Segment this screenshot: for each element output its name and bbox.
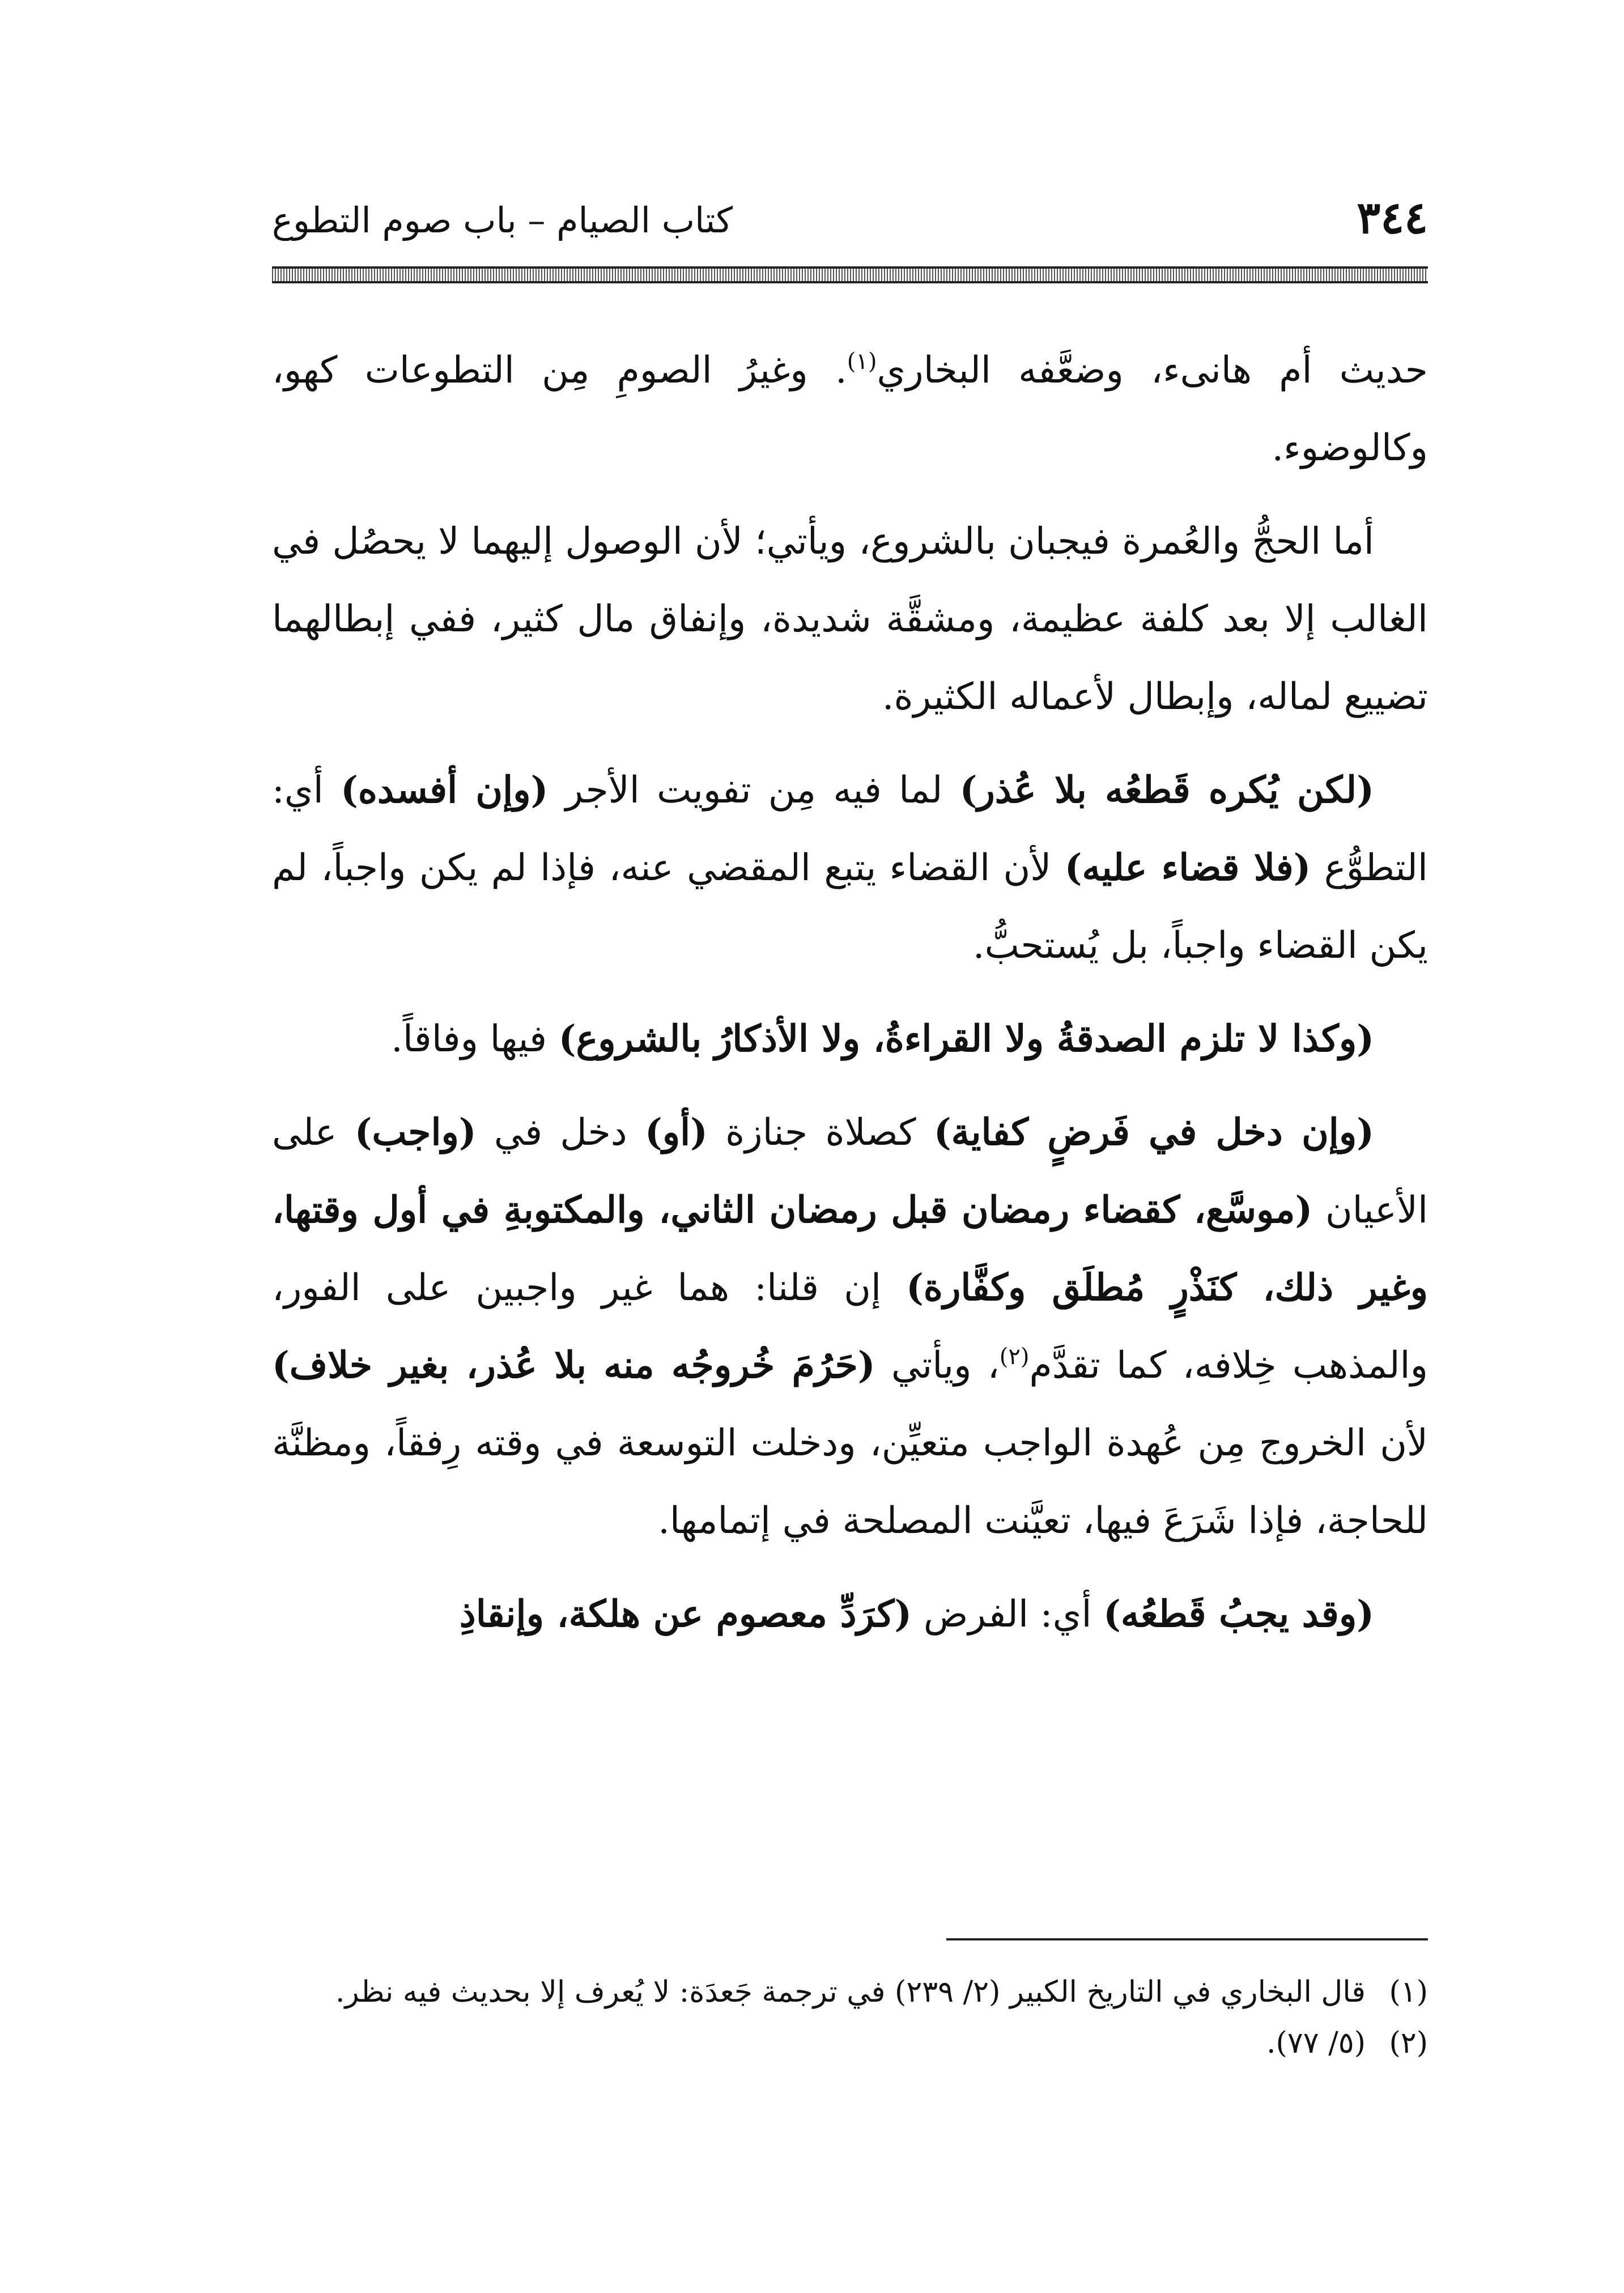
text-run: . وغيرُ الصومِ مِن التطوعات كهو، وكالوضوء. — [272, 349, 1428, 469]
matn-text: (وقد يجبُ قَطعُه) — [1103, 1593, 1374, 1636]
paragraph — [272, 1576, 1428, 1653]
matn-text: (أو) — [644, 1111, 708, 1154]
paragraph — [272, 751, 1428, 984]
text-run: لأن القضاء يتبع المقضي عنه، فإذا لم يكن واجباً، لم يكن القضاء واجباً، بل يُستحبُّ. — [272, 847, 1428, 967]
matn-text: (كرَدِّ معصوم عن هلكة، وإنقاذِ — [459, 1593, 912, 1636]
matn-text: (وكذا لا تلزم الصدقةُ ولا القراءةُ، ولا الأذكارُ بالشروع) — [558, 1017, 1374, 1060]
text-run: إن قلنا: هما غير واجبين على الفور، والمذهب خِلافه، كما تقدَّم — [272, 1267, 1428, 1387]
text-run: دخل في — [476, 1111, 645, 1154]
matn-text: (واجب) — [354, 1111, 477, 1154]
footnotes — [272, 1967, 1428, 2069]
footnote-text: (٥/ ٧٧). — [1266, 2026, 1366, 2060]
text-run: لما فيه مِن تفويت الأجر — [548, 769, 960, 812]
book-page — [272, 0, 1428, 2293]
header-divider — [272, 266, 1428, 283]
matn-text: (فلا قضاء عليه) — [1064, 846, 1311, 889]
text-run: لأن الخروج مِن عُهدة الواجب متعيِّن، ودخلت التوسعة في وقته رِفقاً، ومظنَّة للحاجة، فإذا شَرَعَ فيها، تعيَّنت المصلحة في إتمامها. — [272, 1422, 1428, 1542]
footnote-2 — [272, 2018, 1428, 2069]
text-run: على الأعيان — [272, 1111, 1429, 1232]
paragraph — [272, 503, 1428, 736]
matn-text: (حَرُمَ خُروجُه منه بلا عُذر، بغير خلاف) — [272, 1344, 875, 1387]
text-run: حديث أم هانىء، وضعَّفه البخاري — [877, 349, 1428, 392]
footnote-ref-2[interactable]: (٢) — [999, 1344, 1030, 1370]
text-run: كصلاة جنازة — [707, 1111, 934, 1154]
running-header — [272, 190, 1428, 247]
footnote-1 — [272, 1967, 1428, 2018]
footnote-text: قال البخاري في التاريخ الكبير (٢/ ٢٣٩) في ترجمة جَعدَة: لا يُعرف إلا بحديث فيه نظر. — [335, 1975, 1366, 2009]
matn-text: (لكن يُكره قَطعُه بلا عُذر) — [959, 768, 1374, 812]
footnote-number: (٢) — [1389, 2026, 1428, 2060]
text-run: أي: التطوُّع — [272, 769, 1428, 889]
text-run: ، ويأتي — [875, 1344, 1000, 1387]
matn-text: (وإن دخل في فَرضٍ كفاية) — [933, 1111, 1375, 1154]
paragraph — [272, 1000, 1428, 1078]
matn-text: (موسَّع، كقضاء رمضان قبل رمضان الثاني، والمكتوبةِ في أول وقتها، وغير ذلك، كنَذْرٍ مُطلَق وكفَّارة) — [272, 1188, 1428, 1309]
text-run: أما الحجُّ والعُمرة فيجبان بالشروع، ويأتي؛ لأن الوصول إليهما لا يحصُل في الغالب إلا بعد كلفة عظيمة، ومشقَّة شديدة، وإنفاق مال كثير، ففي إبطالهما تضييع لماله، وإبطال لأعماله الكثيرة. — [272, 520, 1428, 718]
paragraph — [272, 1094, 1428, 1560]
footnote-ref-1[interactable]: (١) — [847, 349, 877, 375]
chapter-title: كتاب الصيام – باب صوم التطوع — [272, 199, 733, 241]
text-run: فيها وفاقاً. — [391, 1018, 559, 1060]
text-run: أي: الفرض — [912, 1593, 1104, 1636]
footnote-divider — [946, 1938, 1428, 1940]
main-text — [272, 332, 1428, 1669]
paragraph — [272, 332, 1428, 487]
footnote-number: (١) — [1389, 1975, 1428, 2009]
matn-text: (وإن أفسده) — [341, 768, 549, 812]
page-number: ٣٤٤ — [1357, 192, 1428, 244]
